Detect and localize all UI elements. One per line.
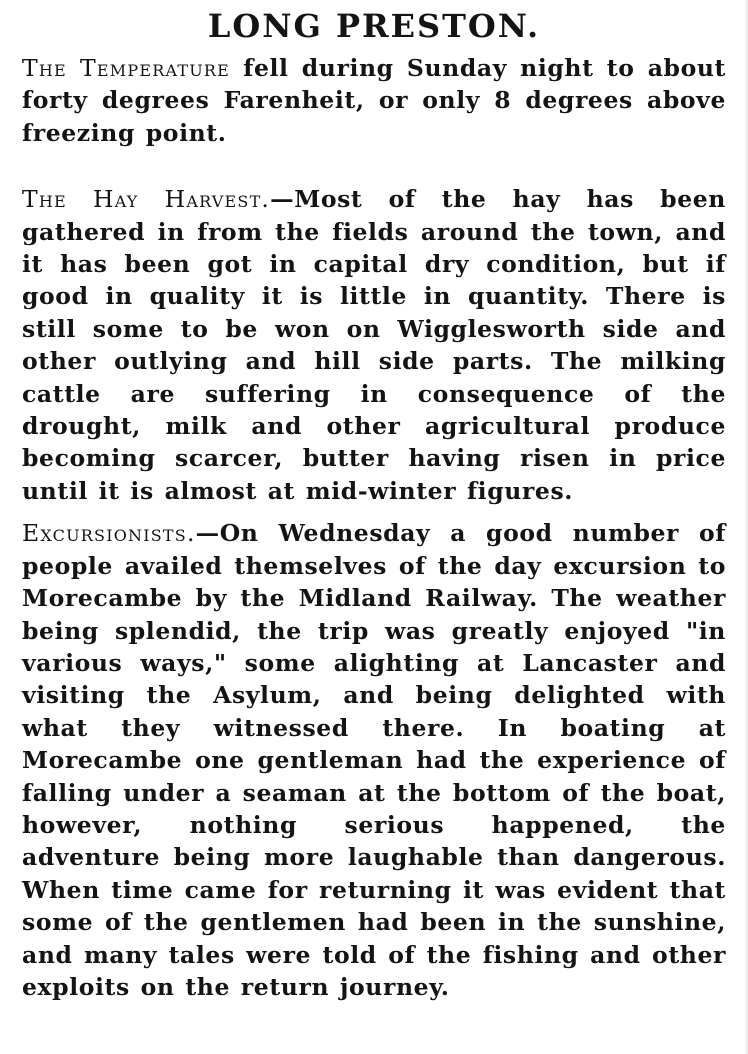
article-body: —On Wednesday a good number of people availed themselves of the day excursion to Morecambe by the Midland Railway. The weather being splendid, the trip was greatly enjoyed "in various ways," some alighting at Lancaster and visiting the Asylum, and being delighted with what they witnessed there. In boating at Morecambe one gentleman had the experience of falling under a seaman at the bottom of the boat, however, nothing serious happened, the adventure being more laughable than dangerous. When time came for returning it was evident that some of the gentlemen had been in the sunshine, and many tales were told of the fishing and other exploits on the return journey. (22, 519, 726, 1001)
article-excursionists (22, 517, 726, 1003)
article-lead: The Temperature (22, 54, 231, 82)
article-body: fell during Sunday night to about forty degrees Farenheit, or only 8 degrees above freezing point. (22, 54, 727, 147)
page-edge-shadow (744, 0, 748, 1054)
article-temperature (22, 52, 726, 149)
article-lead: Excursionists. (22, 519, 196, 548)
headline: LONG PRESTON. (207, 7, 541, 45)
article-body: —Most of the hay has been gathered in from the fields around the town, and it has been got in capital dry condition, but if good in quality it is little in quantity. There is still some to be won on Wigglesworth side and other outlying and hill side parts. The milking cattle are suffering in consequence of the drought, milk and other agricultural produce becoming scarcer, butter having risen in price until it is almost at mid-winter figures. (22, 185, 726, 505)
article-lead: The Hay Harvest. (22, 185, 271, 214)
article-hay-harvest (22, 183, 726, 507)
